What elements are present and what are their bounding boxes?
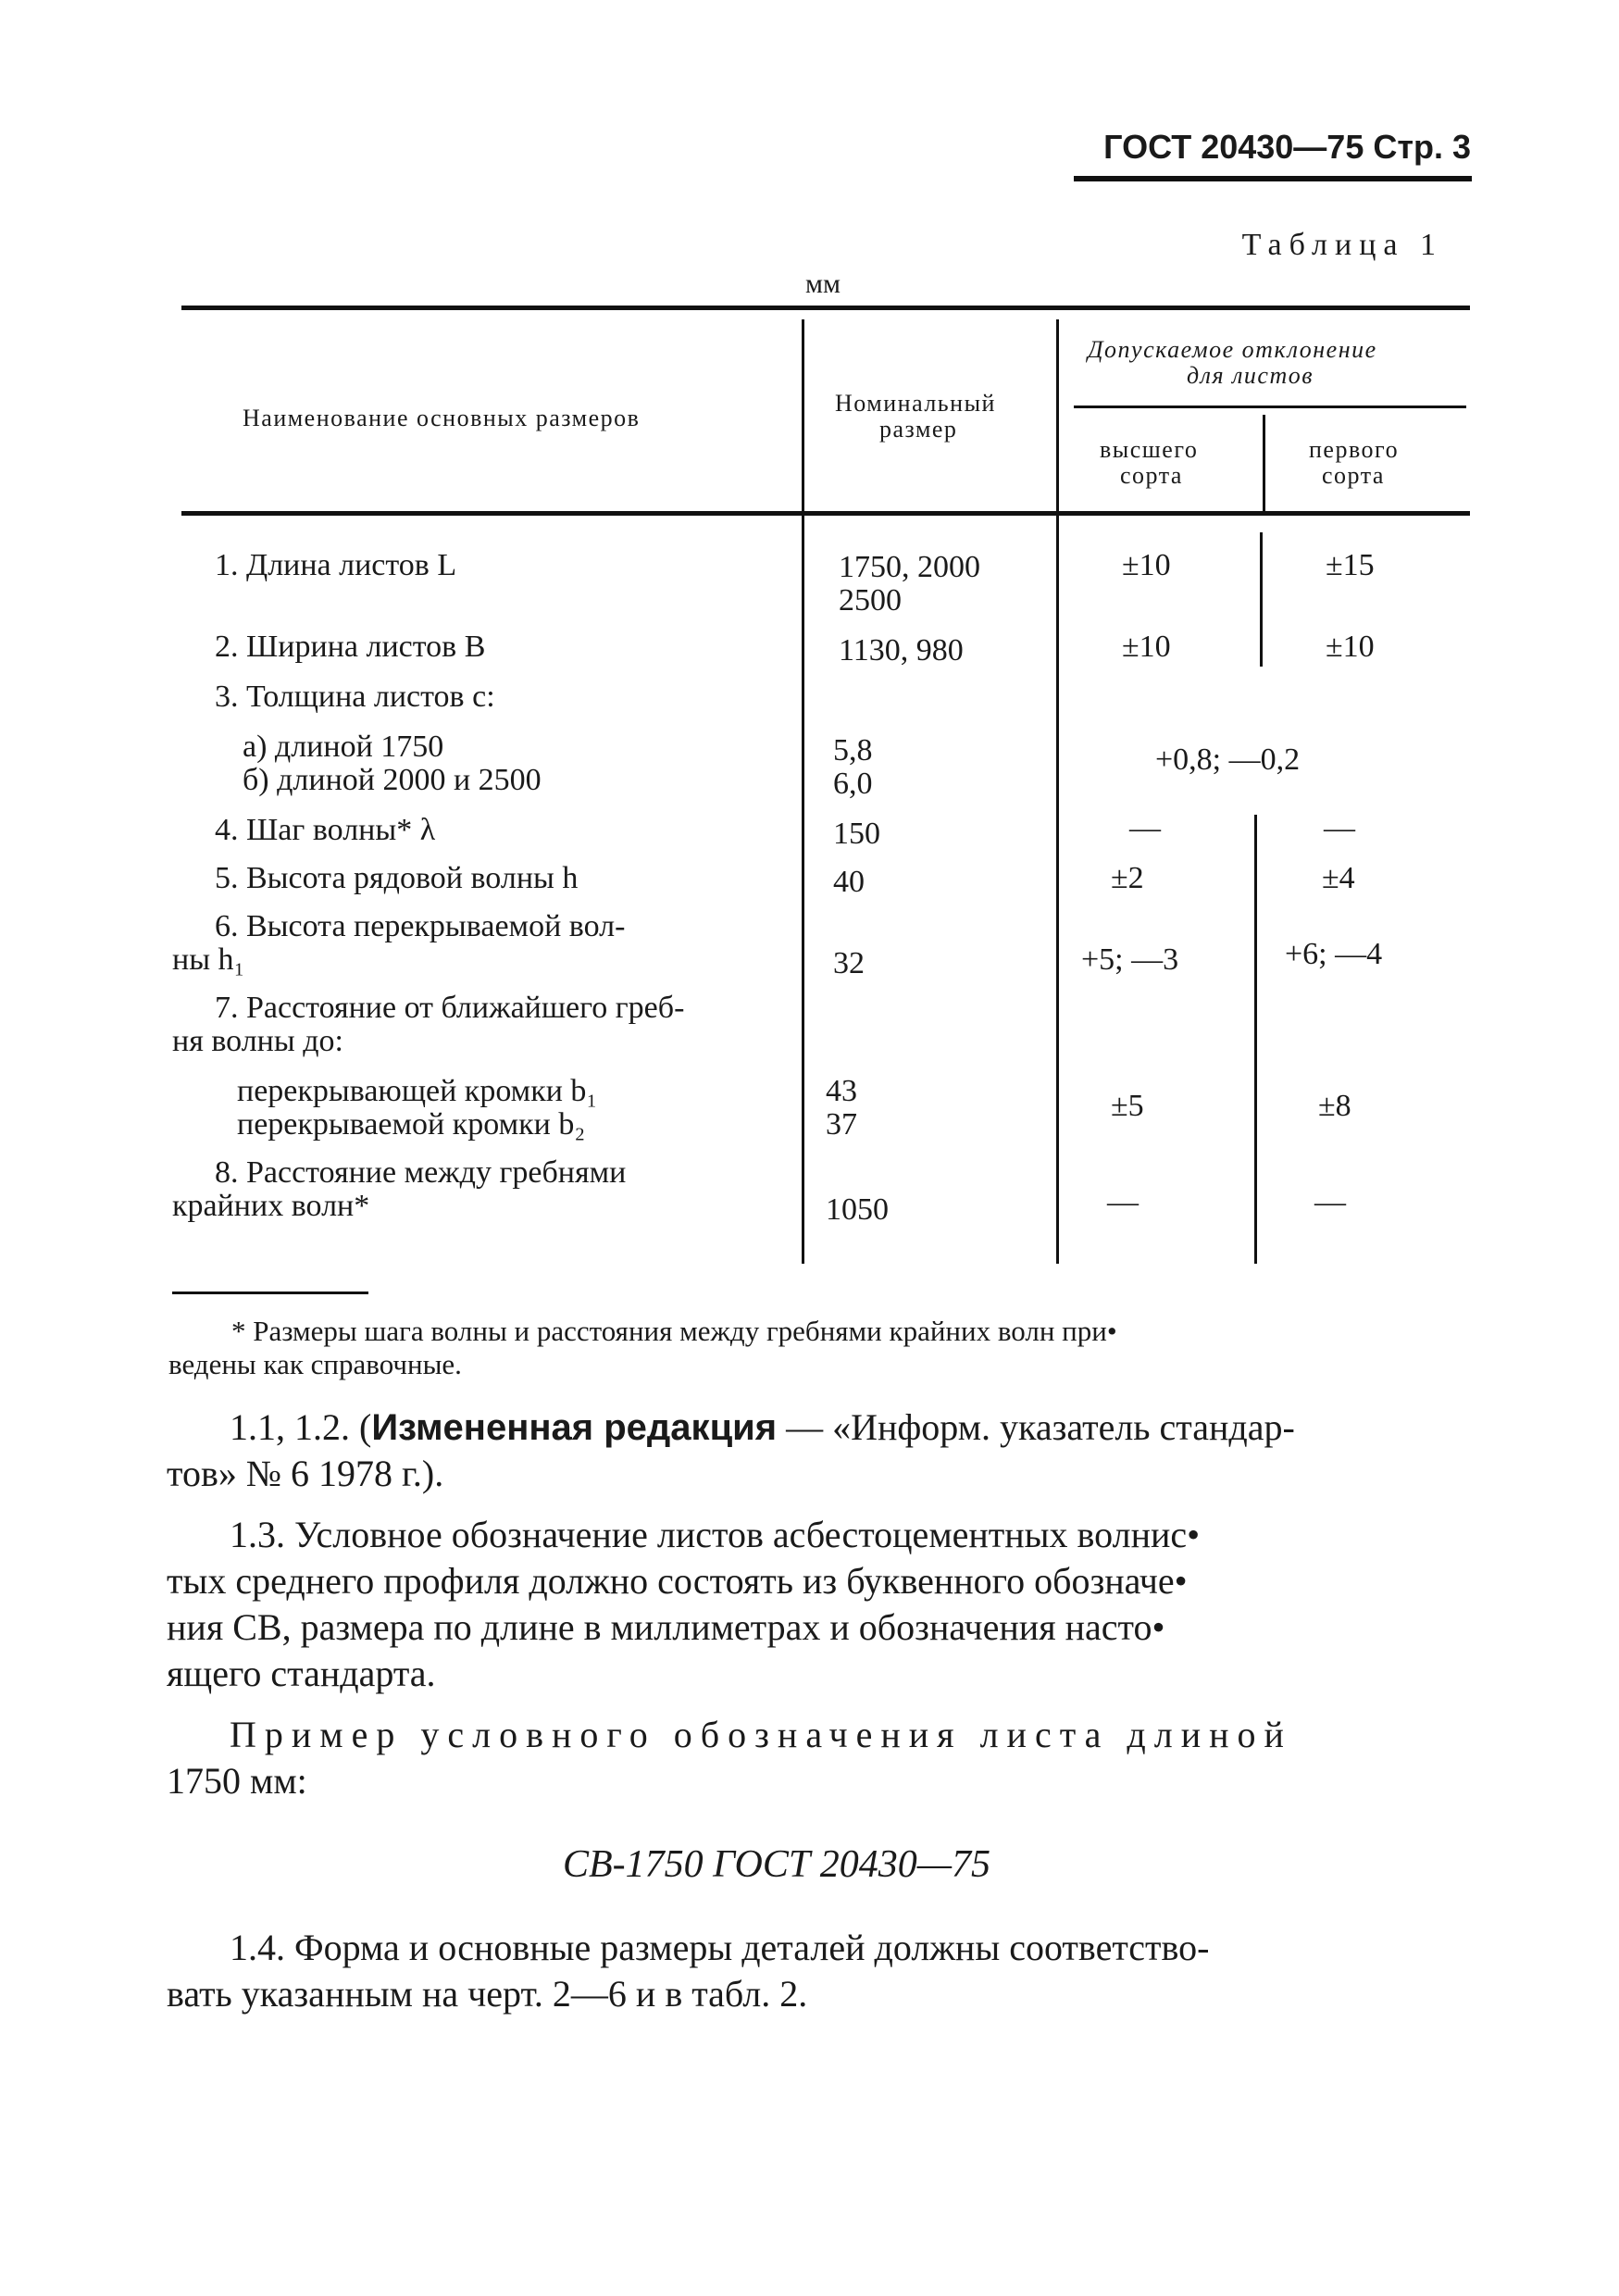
row7-name-l1: 7. Расстояние от ближайшего греб- — [215, 991, 685, 1025]
paragraph-2-line-1: 1.3. Условное обозначение листов асбестоцементных волнис• — [230, 1514, 1201, 1555]
row6-name-l2: ны h₁ — [172, 942, 245, 977]
header-grade-first-l2: сорта — [1322, 462, 1385, 489]
row6-first: +6; —4 — [1285, 937, 1383, 971]
header-rule — [1074, 176, 1472, 181]
row1-high: ±10 — [1122, 548, 1171, 582]
header-name: Наименование основных размеров — [243, 405, 641, 431]
footnote-rule — [172, 1292, 368, 1294]
header-nominal-l2: размер — [879, 416, 958, 443]
table-top-rule — [181, 306, 1470, 310]
row8-high: — — [1107, 1185, 1139, 1219]
row7-sub-a: перекрывающей кромки b₁ — [237, 1074, 598, 1108]
table-caption: Таблица 1 — [1241, 228, 1443, 262]
row3-nominal-b: 6,0 — [833, 767, 873, 801]
row1-first: ±15 — [1326, 548, 1375, 582]
row8-name-l1: 8. Расстояние между гребнями — [215, 1155, 627, 1190]
col-divider-2 — [1056, 319, 1059, 1264]
paragraph-1-line-1 — [230, 1405, 1295, 1449]
row7-first: ±8 — [1318, 1089, 1351, 1123]
row5-nominal: 40 — [833, 865, 865, 899]
row3-sub-a: а) длиной 1750 — [243, 730, 444, 764]
row6-name-l1: 6. Высота перекрываемой вол- — [215, 909, 626, 943]
header-grade-high-l2: сорта — [1120, 462, 1183, 489]
table-unit: мм — [805, 268, 841, 299]
header-deviation-l1: Допускаемое отклонение — [1088, 336, 1377, 363]
row8-nominal: 1050 — [826, 1192, 889, 1227]
paragraph-1-bold: Измененная редакция — [371, 1407, 778, 1448]
col-divider-3-top — [1260, 532, 1263, 667]
col-divider-3-head — [1263, 415, 1265, 511]
row6-nominal: 32 — [833, 946, 865, 980]
paragraph-3-line-1: 1.4. Форма и основные размеры деталей должны соответство- — [230, 1927, 1210, 1968]
row4-first: — — [1324, 811, 1355, 845]
row1-name: 1. Длина листов L — [215, 548, 457, 582]
row7-nominal-a: 43 — [826, 1074, 857, 1108]
row2-high: ±10 — [1122, 630, 1171, 664]
paragraph-3-line-2: вать указанным на черт. 2—6 и в табл. 2. — [167, 1973, 808, 2015]
row2-first: ±10 — [1326, 630, 1375, 664]
row7-name-l2: ня волны до: — [172, 1024, 343, 1058]
page-header: ГОСТ 20430—75 Стр. 3 — [1103, 128, 1471, 166]
row2-name: 2. Ширина листов B — [215, 630, 486, 664]
row2-nominal: 1130, 980 — [839, 633, 964, 668]
header-nominal-l1: Номинальный — [835, 390, 996, 417]
row1-nominal-l1: 1750, 2000 — [839, 550, 980, 584]
row8-name-l2: крайних волн* — [172, 1189, 370, 1223]
header-grade-high-l1: высшего — [1100, 436, 1199, 463]
row3-deviation: +0,8; —0,2 — [1155, 742, 1301, 777]
header-grade-first-l1: первого — [1309, 436, 1400, 463]
row4-high: — — [1129, 811, 1161, 845]
row5-high: ±2 — [1111, 861, 1144, 895]
paragraph-1-prefix: 1.1, 1.2. ( — [230, 1406, 372, 1448]
row3-nominal-a: 5,8 — [833, 733, 873, 767]
row3-sub-b: б) длиной 2000 и 2500 — [243, 763, 542, 797]
row6-high: +5; —3 — [1081, 942, 1179, 977]
row4-nominal: 150 — [833, 817, 880, 851]
col-divider-1 — [802, 319, 804, 1264]
row1-nominal-l2: 2500 — [839, 583, 902, 618]
example-line-2: 1750 мм: — [167, 1760, 307, 1802]
paragraph-1-line-2: тов» № 6 1978 г.). — [167, 1453, 444, 1494]
row8-first: — — [1314, 1185, 1346, 1219]
row5-name: 5. Высота рядовой волны h — [215, 861, 579, 895]
example-line-1: Пример условного обозначения листа длиной — [230, 1714, 1292, 1755]
paragraph-2-line-3: ния СВ, размера по длине в миллиметрах и обозначения насто• — [167, 1606, 1165, 1648]
designation-code: СВ-1750 ГОСТ 20430—75 — [563, 1843, 991, 1886]
row4-name: 4. Шаг волны* λ — [215, 813, 436, 847]
footnote-line-2: ведены как справочные. — [168, 1348, 462, 1380]
row5-first: ±4 — [1322, 861, 1355, 895]
footnote-line-1: * Размеры шага волны и расстояния между гребнями крайних волн при• — [231, 1315, 1117, 1347]
col-divider-3-bottom — [1254, 815, 1257, 1264]
deviation-split-rule — [1074, 406, 1466, 408]
table-header-rule — [181, 511, 1470, 516]
row3-name: 3. Толщина листов c: — [215, 680, 495, 714]
row7-nominal-b: 37 — [826, 1107, 857, 1142]
paragraph-2-line-2: тых среднего профиля должно состоять из буквенного обозначе• — [167, 1560, 1188, 1602]
row7-high: ±5 — [1111, 1089, 1144, 1123]
paragraph-2-line-4: ящего стандарта. — [167, 1653, 436, 1694]
header-deviation-l2: для листов — [1187, 362, 1314, 389]
row7-sub-b: перекрываемой кромки b₂ — [237, 1107, 586, 1142]
paragraph-1-rest: — «Информ. указатель стандар- — [777, 1406, 1295, 1448]
